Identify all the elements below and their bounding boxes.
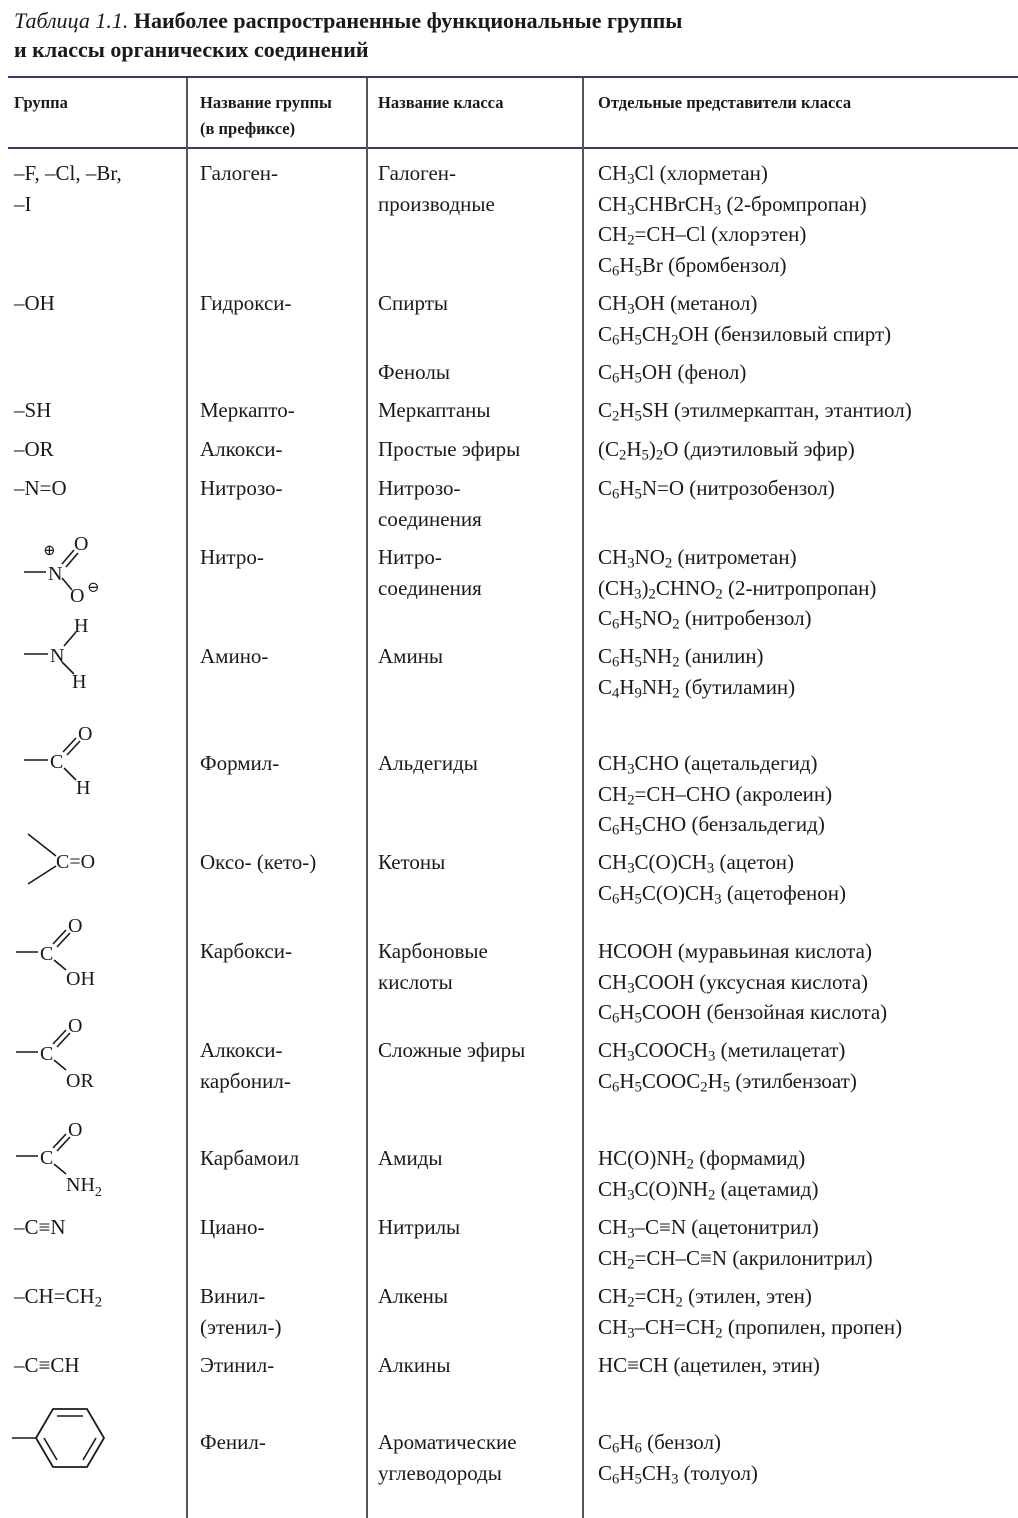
column-divider-2 [366,78,368,1518]
examples-cell-line: $CH_3CHO$ (ацетальдегид) [598,751,818,778]
examples-cell-line: $C_2H_5SH$ (этилмеркаптан, этантиол) [598,398,912,425]
examples-cell [598,158,867,280]
examples-cell [598,748,832,840]
header-examples: Отдельные представители класса [598,93,852,112]
class-cell [378,1427,517,1488]
ester-structure-icon [10,1016,120,1096]
prefix-cell [200,542,264,573]
amino-h-bottom: H [72,671,87,693]
examples-cell [598,936,887,1028]
header-prefix-line-1: Название группы [200,93,332,112]
class-cell [378,395,491,426]
nitro-minus: ⊖ [87,580,100,596]
prefix-cell [200,1281,281,1342]
class-cell [378,288,448,319]
table-top-rule [8,76,1018,78]
prefix-cell-line: Меркапто- [200,398,295,422]
examples-cell-line: $CH_2=CH$–CHO (акролеин) [598,781,833,809]
group-cell-line: –N=O [14,476,67,500]
prefix-cell [200,434,283,465]
amino-n: N [50,645,65,667]
group-cell-line: –C≡CH [14,1353,80,1377]
header-group: Группа [14,93,68,112]
class-cell-line: Галоген- [378,161,456,185]
caption-title-1: Наиболее распространенные функциональные группы [133,8,683,33]
examples-cell-line: $C_6H_5COOC_2H_5$ (этилбензоат) [598,1068,857,1096]
prefix-cell [200,641,268,672]
examples-cell [598,542,876,634]
prefix-cell-line: Карбокси- [200,939,292,963]
class-cell [378,1143,443,1174]
class-cell-line: Фенолы [378,360,450,384]
header-prefix-line-2: (в префиксе) [200,119,296,138]
examples-cell [598,1035,857,1096]
benzene-ring-icon [10,1400,120,1480]
keto-structure-icon [10,826,120,896]
formyl-h: H [76,777,91,799]
examples-cell [598,473,835,504]
class-cell-line: Меркаптаны [378,398,491,422]
amide-c: C [40,1147,54,1169]
class-cell-line: Нитро- [378,545,442,569]
carboxy-structure-icon [10,916,120,996]
prefix-cell-line: Галоген- [200,161,278,185]
amino-structure-icon [10,612,110,702]
formyl-o: O [78,723,93,745]
prefix-cell [200,288,292,319]
prefix-cell-line: Нитро- [200,545,264,569]
class-cell [378,847,445,878]
ester-c: C [40,1043,54,1065]
examples-cell-line: $CH_2=CH-C\equiv N$ (акрилонитрил) [598,1245,873,1273]
examples-cell [598,847,846,908]
examples-cell-line: HC≡CH (ацетилен, этин) [598,1353,820,1377]
nitro-o-top: O [74,533,89,555]
group-cell-line: –OH [14,291,55,315]
nitro-o-bottom: O [70,585,85,607]
examples-cell-line: $CH_3-C\equiv N$ (ацетонитрил) [598,1215,819,1242]
nitro-n: N [48,563,63,585]
class-cell [378,1281,448,1312]
class-cell [378,357,450,388]
group-cell [14,1212,66,1243]
class-cell [378,1212,460,1243]
group-cell [14,1281,102,1312]
class-cell-line: соединения [378,506,482,531]
carboxy-o: O [68,916,83,937]
header-prefix [200,90,332,142]
class-cell-line: Нитрозо- [378,476,461,500]
group-cell [14,473,67,504]
class-cell-line: Сложные эфиры [378,1038,526,1062]
examples-cell-line: $C_6H_6$ (бензол) [598,1430,721,1457]
examples-cell-line: $CH_2=CH_2$ (этилен, этен) [598,1284,812,1311]
class-cell [378,542,482,603]
examples-cell [598,1143,818,1204]
prefix-cell-line: Амино- [200,644,269,668]
class-cell-line: Простые эфиры [378,437,521,461]
header-bottom-rule [8,147,1018,149]
class-cell-line: производные [378,191,495,216]
examples-cell [598,288,891,349]
prefix-cell-line: карбонил- [200,1068,291,1093]
prefix-cell [200,1350,274,1381]
examples-cell-line: $C_6H_5NH_2$ (анилин) [598,644,764,671]
examples-cell-line: $C_6H_5COOH$ (бензойная кислота) [598,1000,888,1027]
class-cell-line: Карбоновые [378,939,488,963]
prefix-cell [200,1212,264,1243]
examples-cell-line: $C_6H_5CHO$ (бензальдегид) [598,812,825,839]
examples-cell [598,1427,758,1488]
ester-or: OR [66,1070,94,1092]
ester-o: O [68,1016,83,1037]
prefix-cell-line: Оксо- (кето-) [200,850,317,874]
prefix-cell [200,1143,299,1174]
examples-cell-line: $CH_3COOCH_3$ (метилацетат) [598,1038,846,1065]
prefix-cell-line: Формил- [200,751,280,775]
amide-nh-text: NH [66,1174,95,1196]
prefix-cell-line: (этенил-) [200,1314,282,1339]
caption-line-1 [14,6,994,35]
prefix-cell-line: Циано- [200,1215,265,1239]
examples-cell-line: $C_6H_5N=O$ (нитрозобензол) [598,476,835,503]
examples-cell [598,641,795,702]
prefix-cell-line: Этинил- [200,1353,275,1377]
examples-cell-line: $CH_3NO_2$ (нитрометан) [598,545,797,572]
prefix-cell-line: Винил- [200,1284,266,1308]
group-cell-line: $-CH=CH_2$ [14,1284,103,1311]
class-cell [378,1350,450,1381]
amino-h-top: H [74,615,89,637]
prefix-cell [200,748,279,779]
amide-structure-icon [10,1118,120,1200]
nitro-plus: ⊕ [43,543,56,559]
header-class: Название класса [378,93,504,112]
examples-cell-line: $CH_3C(O)NH_2$ (ацетамид) [598,1176,819,1204]
group-cell [14,434,54,465]
class-cell-line: соединения [378,575,482,600]
prefix-cell-line: Алкокси- [200,1038,283,1062]
prefix-cell [200,395,295,426]
class-cell [378,748,478,779]
group-cell [14,395,51,426]
class-cell-line: кислоты [378,969,453,994]
class-cell-line: Спирты [378,291,448,315]
group-cell-line: –F, –Cl, –Br, [14,161,122,185]
class-cell [378,158,495,219]
formyl-structure-icon [10,718,110,803]
examples-cell-line: HCOOH (муравьиная кислота) [598,939,872,963]
examples-cell-line: $CH_3C(O)CH_3$ (ацетон) [598,850,794,877]
amide-sub: 2 [94,1185,102,1200]
nitro-structure-icon [10,528,110,608]
class-cell [378,473,482,534]
group-cell [14,288,55,319]
examples-cell-line: $(C_2H_5)_2O$ (диэтиловый эфир) [598,437,855,464]
prefix-cell-line: Карбамоил [200,1146,300,1170]
class-cell-line: Алкены [378,1284,448,1308]
amide-nh [66,1174,102,1200]
class-cell-line: Кетоны [378,850,446,874]
prefix-cell-line: Фенил- [200,1430,266,1454]
column-divider-3 [582,78,584,1518]
examples-cell-line: $C_6H_5CH_3$ (толуол) [598,1460,758,1488]
examples-cell [598,434,855,465]
examples-cell-line: $CH_3Cl$ (хлорметан) [598,161,768,188]
examples-cell [598,1350,820,1381]
examples-cell [598,1281,902,1342]
examples-cell-line: $C_4H_9NH_2$ (бутиламин) [598,674,796,702]
examples-cell-line: $CH_2=CH-Cl$ (хлорэтен) [598,222,807,249]
table-caption [14,6,994,64]
class-cell [378,641,443,672]
class-cell-line: Амиды [378,1146,443,1170]
examples-cell-line: $C_6H_5Br$ (бромбензол) [598,252,787,280]
examples-cell-line: $(CH_3)_2CHNO_2$ (2-нитропропан) [598,575,877,603]
class-cell [378,1035,525,1066]
class-cell [378,936,488,997]
prefix-cell [200,847,316,878]
group-cell [14,1350,80,1381]
examples-cell-line: $CH_3CHBrCH_3$ (2-бромпропан) [598,191,867,219]
group-cell-line: –OR [14,437,54,461]
keto-text: C=O [56,851,96,873]
examples-cell [598,395,912,426]
examples-cell-line: $CH_3COOH$ (уксусная кислота) [598,969,869,997]
class-cell [378,434,520,465]
group-cell-line: –SH [14,398,52,422]
caption-title-2: и классы органических соединений [14,37,369,62]
class-cell-line: Ароматические [378,1430,517,1454]
formyl-c: C [50,751,64,773]
prefix-cell-line: Гидрокси- [200,291,292,315]
examples-cell-line: $C_6H_5NO_2$ (нитробензол) [598,606,812,633]
examples-cell-line: $CH_3OH$ (метанол) [598,291,758,318]
caption-label: Таблица 1.1. [14,8,129,33]
examples-cell [598,357,746,388]
carboxy-c: C [40,943,54,965]
examples-cell-line: $HC(O)NH_2$ (формамид) [598,1146,806,1173]
carboxy-oh: OH [66,968,95,990]
prefix-cell [200,158,278,189]
class-cell-line: Алкины [378,1353,451,1377]
prefix-cell [200,473,283,504]
class-cell-line: Нитрилы [378,1215,461,1239]
group-cell-line: –I [14,191,32,216]
class-cell-line: углеводороды [378,1460,502,1485]
prefix-cell-line: Нитрозо- [200,476,283,500]
examples-cell-line: $CH_3-CH=CH_2$ (пропилен, пропен) [598,1314,903,1342]
amide-o: O [68,1119,83,1141]
class-cell-line: Альдегиды [378,751,478,775]
prefix-cell-line: Алкокси- [200,437,283,461]
group-cell-line: –C≡N [14,1215,66,1239]
examples-cell [598,1212,873,1273]
column-divider-1 [186,78,188,1518]
examples-cell-line: $C_6H_5CH_2OH$ (бензиловый спирт) [598,321,892,349]
class-cell-line: Амины [378,644,444,668]
prefix-cell [200,1427,266,1458]
group-cell [14,158,122,219]
examples-cell-line: $C_6H_5C(O)CH_3$ (ацетофенон) [598,880,846,908]
examples-cell-line: $C_6H_5OH$ (фенол) [598,360,747,387]
prefix-cell [200,1035,291,1096]
prefix-cell [200,936,292,967]
